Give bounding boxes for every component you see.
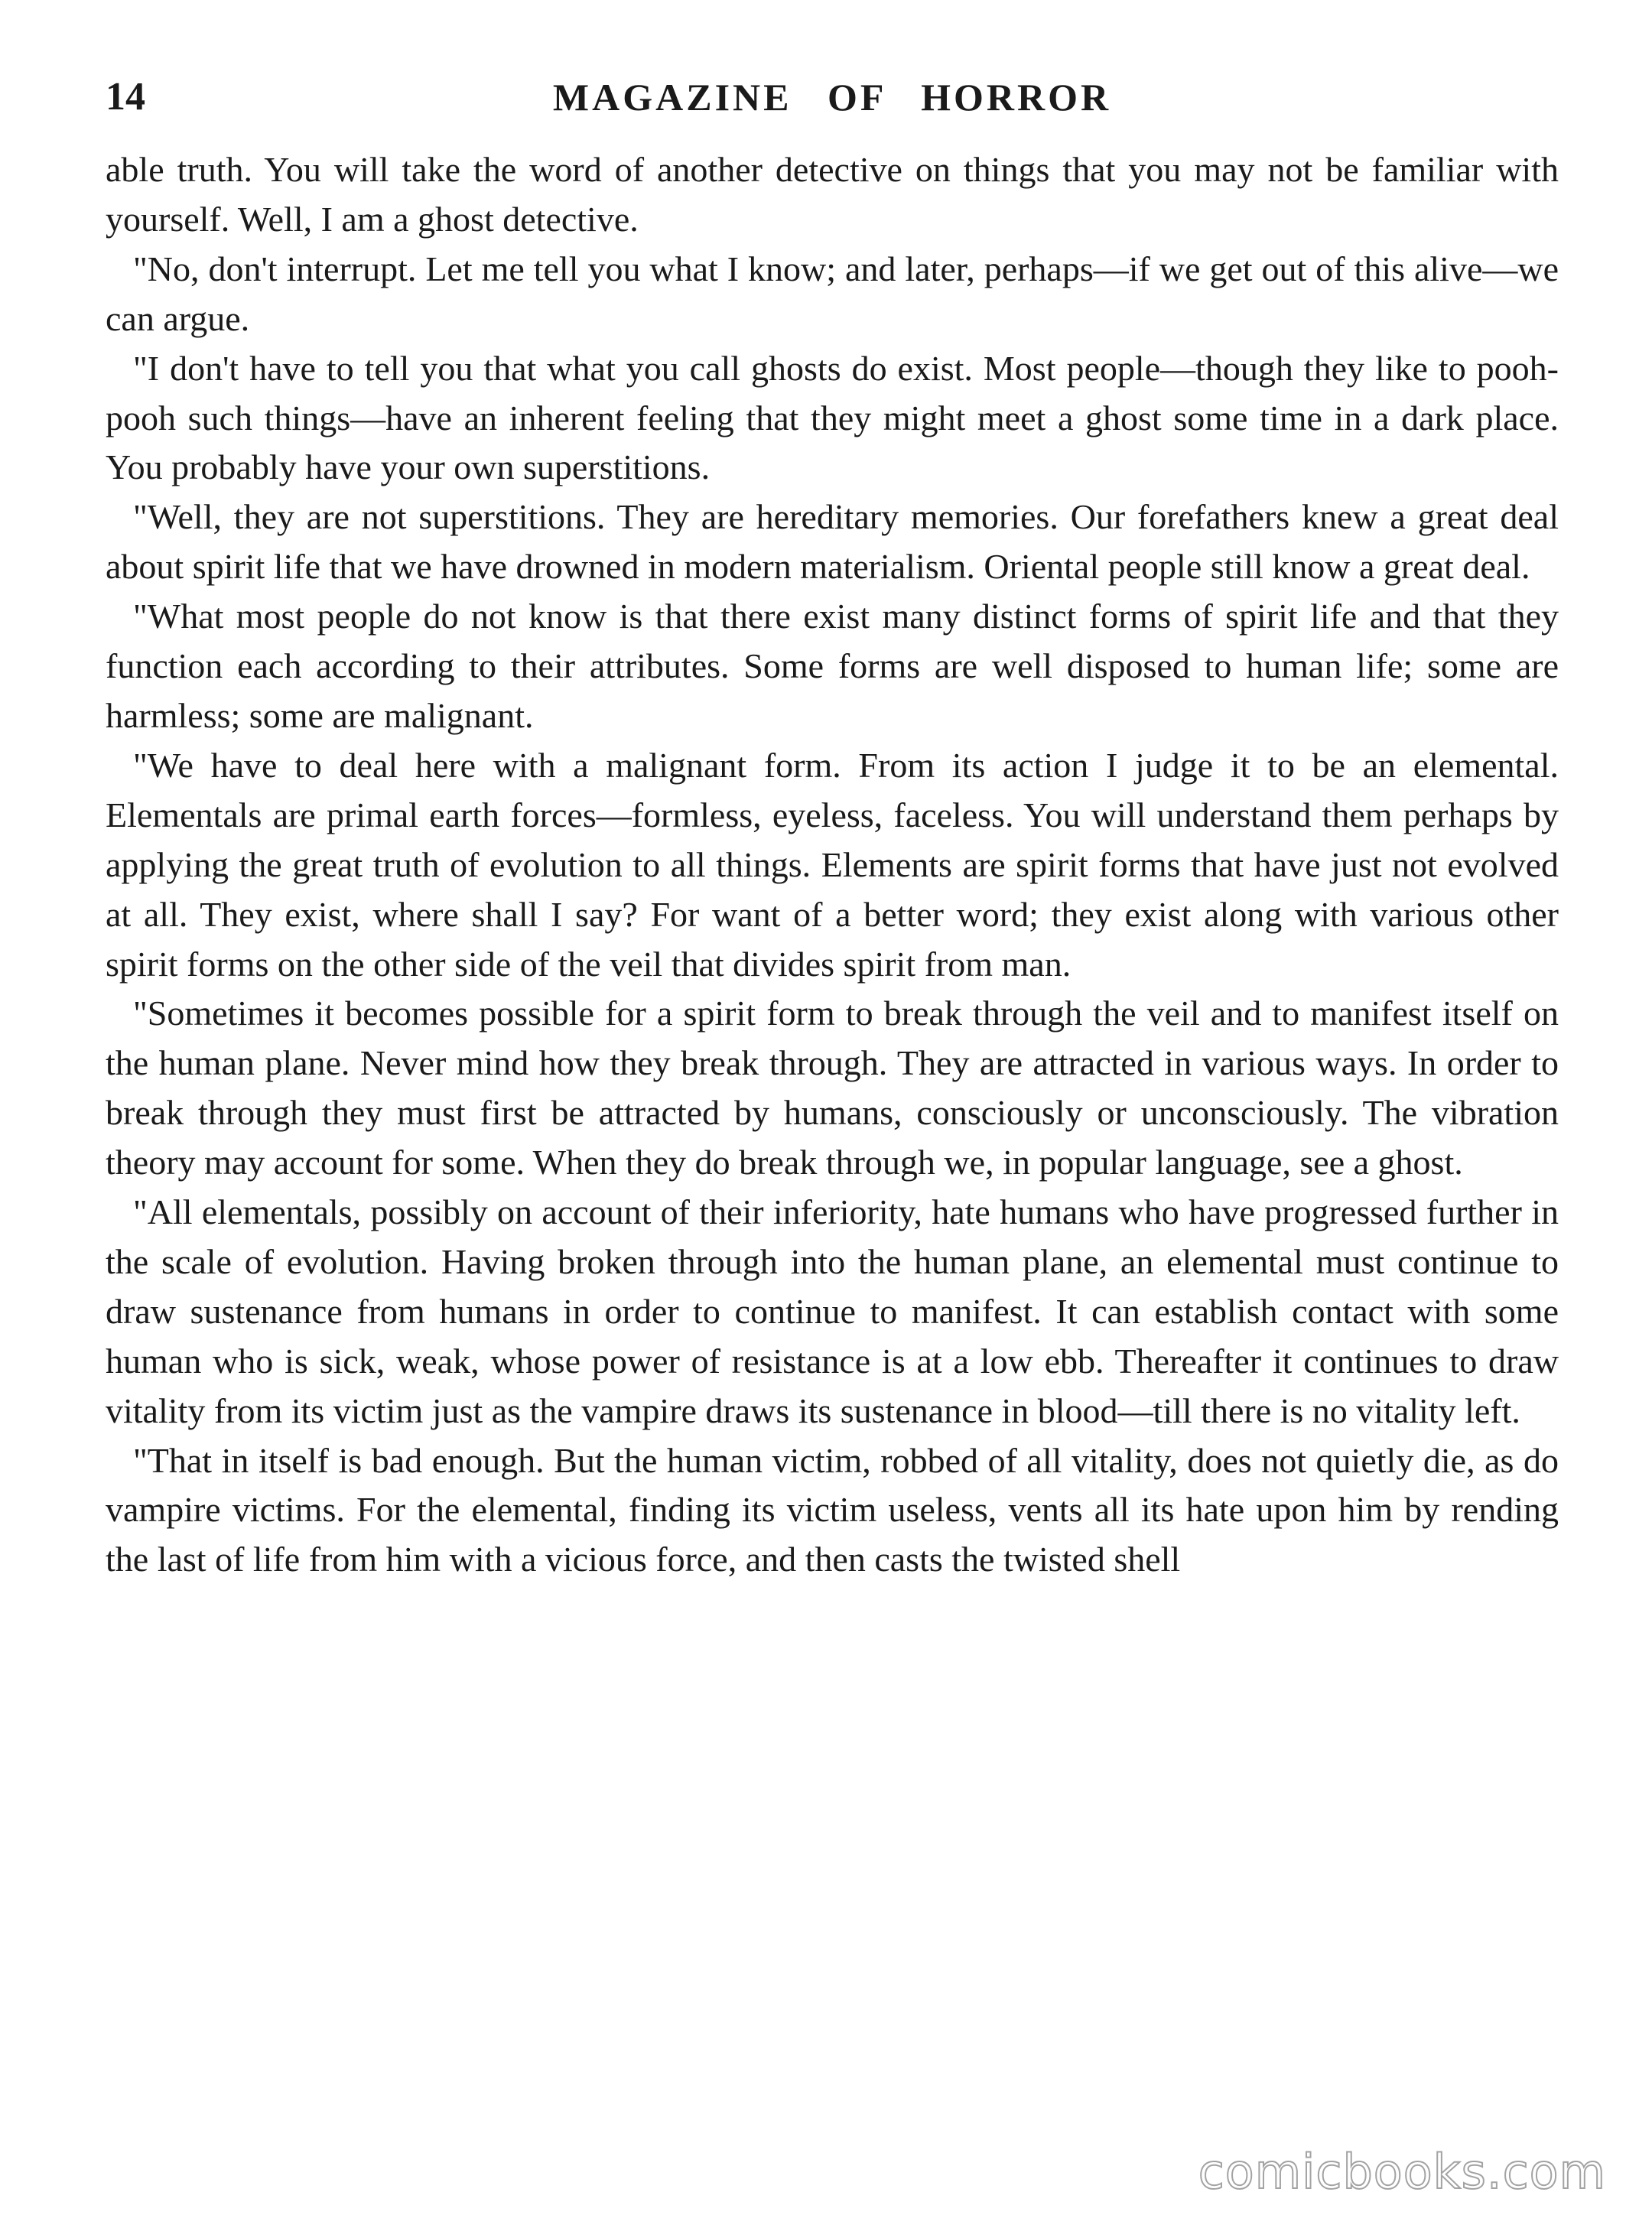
paragraph-7: "Sometimes it becomes possible for a spirit form to break through the veil and to manifest itself on the human plane. Never mind how they break through. They are attracted in various ways. In order to break through they must first be attracted by humans, consciously or unconsciously. The vibration theory may account for some. When they do break through we, in popular language, see a ghost. — [106, 994, 1559, 1182]
article-body — [106, 145, 1559, 1585]
paragraph-4: "Well, they are not superstitions. They are hereditary memories. Our forefathers knew a great deal about spirit life that we have drowned in modern materialism. Oriental people still know a great deal. — [106, 497, 1559, 587]
magazine-page — [106, 70, 1559, 2197]
paragraph-1: able truth. You will take the word of another detective on things that you may not be familiar with yourself. Well, I am a ghost detective. — [106, 150, 1559, 239]
page-header — [106, 70, 1559, 132]
running-title: MAGAZINE OF HORROR — [552, 76, 1112, 119]
paragraph-5: "What most people do not know is that there exist many distinct forms of spirit life and that they function each according to their attributes. Some forms are well disposed to human life; some are harmless; some are malignant. — [106, 597, 1559, 735]
watermark: comicbooks.com — [1198, 2144, 1606, 2200]
paragraph-3: "I don't have to tell you that what you call ghosts do exist. Most people—though they like to pooh-pooh such things—have an inherent feeling that they might meet a ghost some time in a dark place. You probably have your own superstitions. — [106, 348, 1559, 487]
page-number: 14 — [106, 75, 145, 119]
paragraph-6: "We have to deal here with a malignant form. From its action I judge it to be an elemental. Elementals are primal earth forces—formless, eyeless, faceless. You will understand them perhaps by applying the great truth of evolution to all things. Elements are spirit forms that have just not evolved at all. They exist, where shall I say? For want of a better word; they exist along with various other spirit forms on the other side of the veil that divides spirit from man. — [106, 745, 1559, 984]
paragraph-9: "That in itself is bad enough. But the human victim, robbed of all vitality, does not quietly die, as do vampire victims. For the elemental, finding its victim useless, vents all its hate upon him by rending the last of life from him with a vicious force, and then casts the twisted shell — [106, 1440, 1559, 1579]
paragraph-8: "All elementals, possibly on account of their inferiority, hate humans who have progressed further in the scale of evolution. Having broken through into the human plane, an elemental must continue to draw sustenance from humans in order to continue to manifest. It can establish contact with some human who is sick, weak, whose power of resistance is at a low ebb. Thereafter it continues to draw vitality from its victim just as the vampire draws its sustenance in blood—till there is no vitality left. — [106, 1192, 1559, 1430]
paragraph-2: "No, don't interrupt. Let me tell you what I know; and later, perhaps—if we get out of this alive—we can argue. — [106, 249, 1559, 338]
